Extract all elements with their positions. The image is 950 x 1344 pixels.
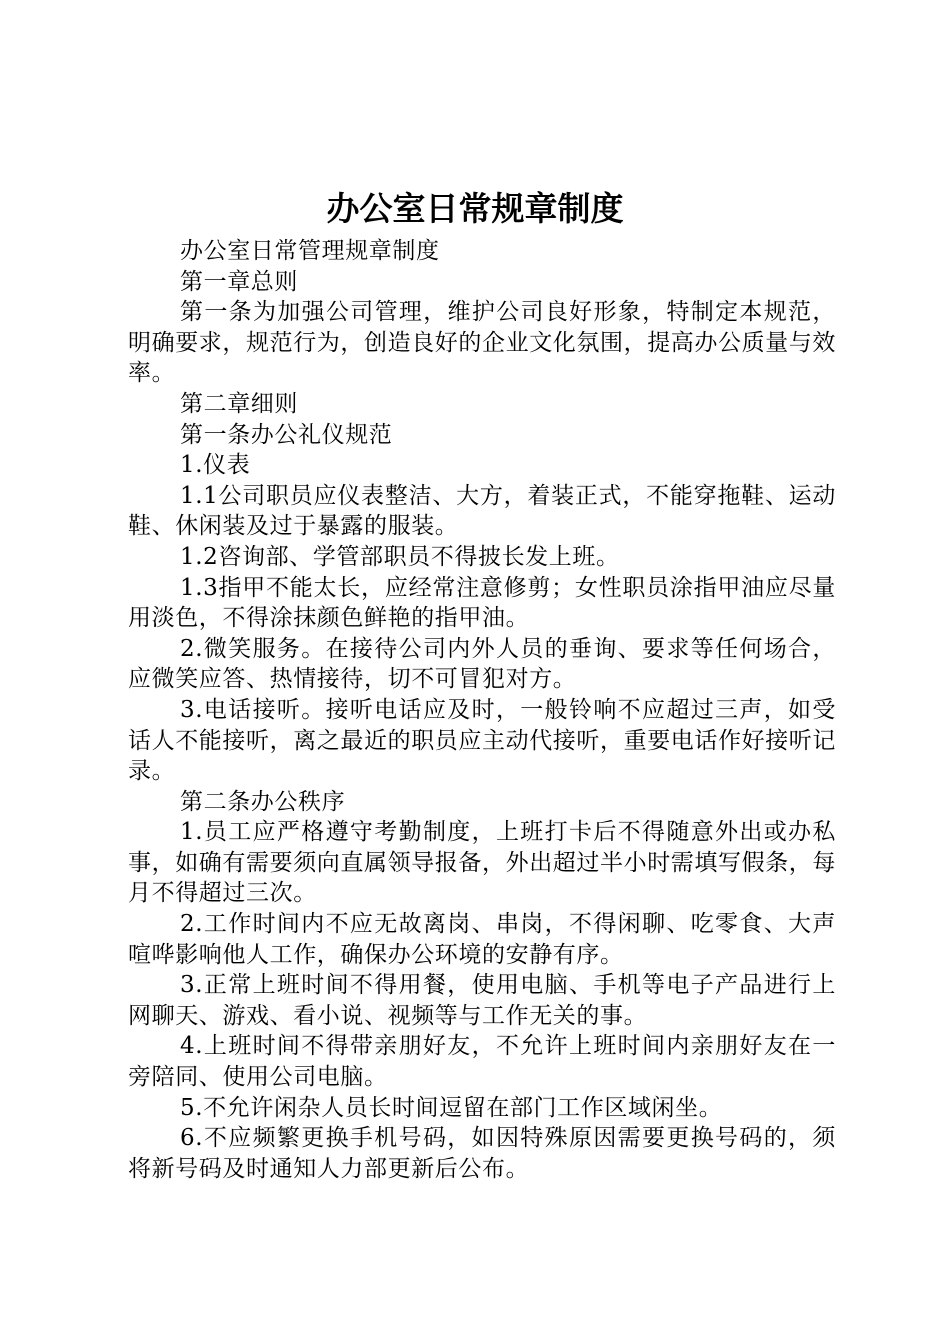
paragraph: 办公室日常管理规章制度 <box>180 238 440 264</box>
paragraph: 第一条为加强公司管理，维护公司良好形象，特制定本规范，明确要求，规范行为，创造良好的企业文化氛围，提高办公质量与效率。 <box>128 299 836 387</box>
paragraph: 2.工作时间内不应无故离岗、串岗，不得闲聊、吃零食、大声喧哗影响他人工作，确保办公环境的安静有序。 <box>128 911 836 968</box>
paragraph: 2.微笑服务。在接待公司内外人员的垂询、要求等任何场合，应微笑应答、热情接待，切不可冒犯对方。 <box>128 635 836 693</box>
article-heading: 第一条办公礼仪规范 <box>180 421 393 448</box>
document-body <box>128 236 836 1184</box>
paragraph: 1.员工应严格遵守考勤制度，上班打卡后不得随意外出或办私事，如确有需要须向直属领导报备，外出超过半小时需填写假条，每月不得超过三次。 <box>128 819 836 907</box>
section-heading: 1.仪表 <box>180 452 251 479</box>
chapter-heading: 第二章细则 <box>180 390 298 417</box>
paragraph: 4.上班时间不得带亲朋好友，不允许上班时间内亲朋好友在一旁陪同、使用公司电脑。 <box>128 1033 836 1091</box>
paragraph: 5.不允许闲杂人员长时间逗留在部门工作区域闲坐。 <box>180 1094 723 1121</box>
paragraph: 1.3指甲不能太长，应经常注意修剪；女性职员涂指甲油应尽量用淡色，不得涂抹颜色鲜艳的指甲油。 <box>128 574 836 632</box>
document-title: 办公室日常规章制度 <box>326 189 624 228</box>
paragraph: 1.2咨询部、学管部职员不得披长发上班。 <box>180 543 620 570</box>
chapter-heading: 第一章总则 <box>180 268 298 295</box>
paragraph: 3.正常上班时间不得用餐，使用电脑、手机等电子产品进行上网聊天、游戏、看小说、视频等与工作无关的事。 <box>128 972 836 1029</box>
paragraph: 3.电话接听。接听电话应及时，一般铃响不应超过三声，如受话人不能接听，离之最近的职员应主动代接听，重要电话作好接听记录。 <box>128 696 836 785</box>
paragraph: 1.1公司职员应仪表整洁、大方，着装正式，不能穿拖鞋、运动鞋、休闲装及过于暴露的服装。 <box>128 482 836 540</box>
article-heading: 第二条办公秩序 <box>180 788 346 815</box>
paragraph: 6.不应频繁更换手机号码，如因特殊原因需要更换号码的，须将新号码及时通知人力部更新后公布。 <box>128 1125 836 1182</box>
